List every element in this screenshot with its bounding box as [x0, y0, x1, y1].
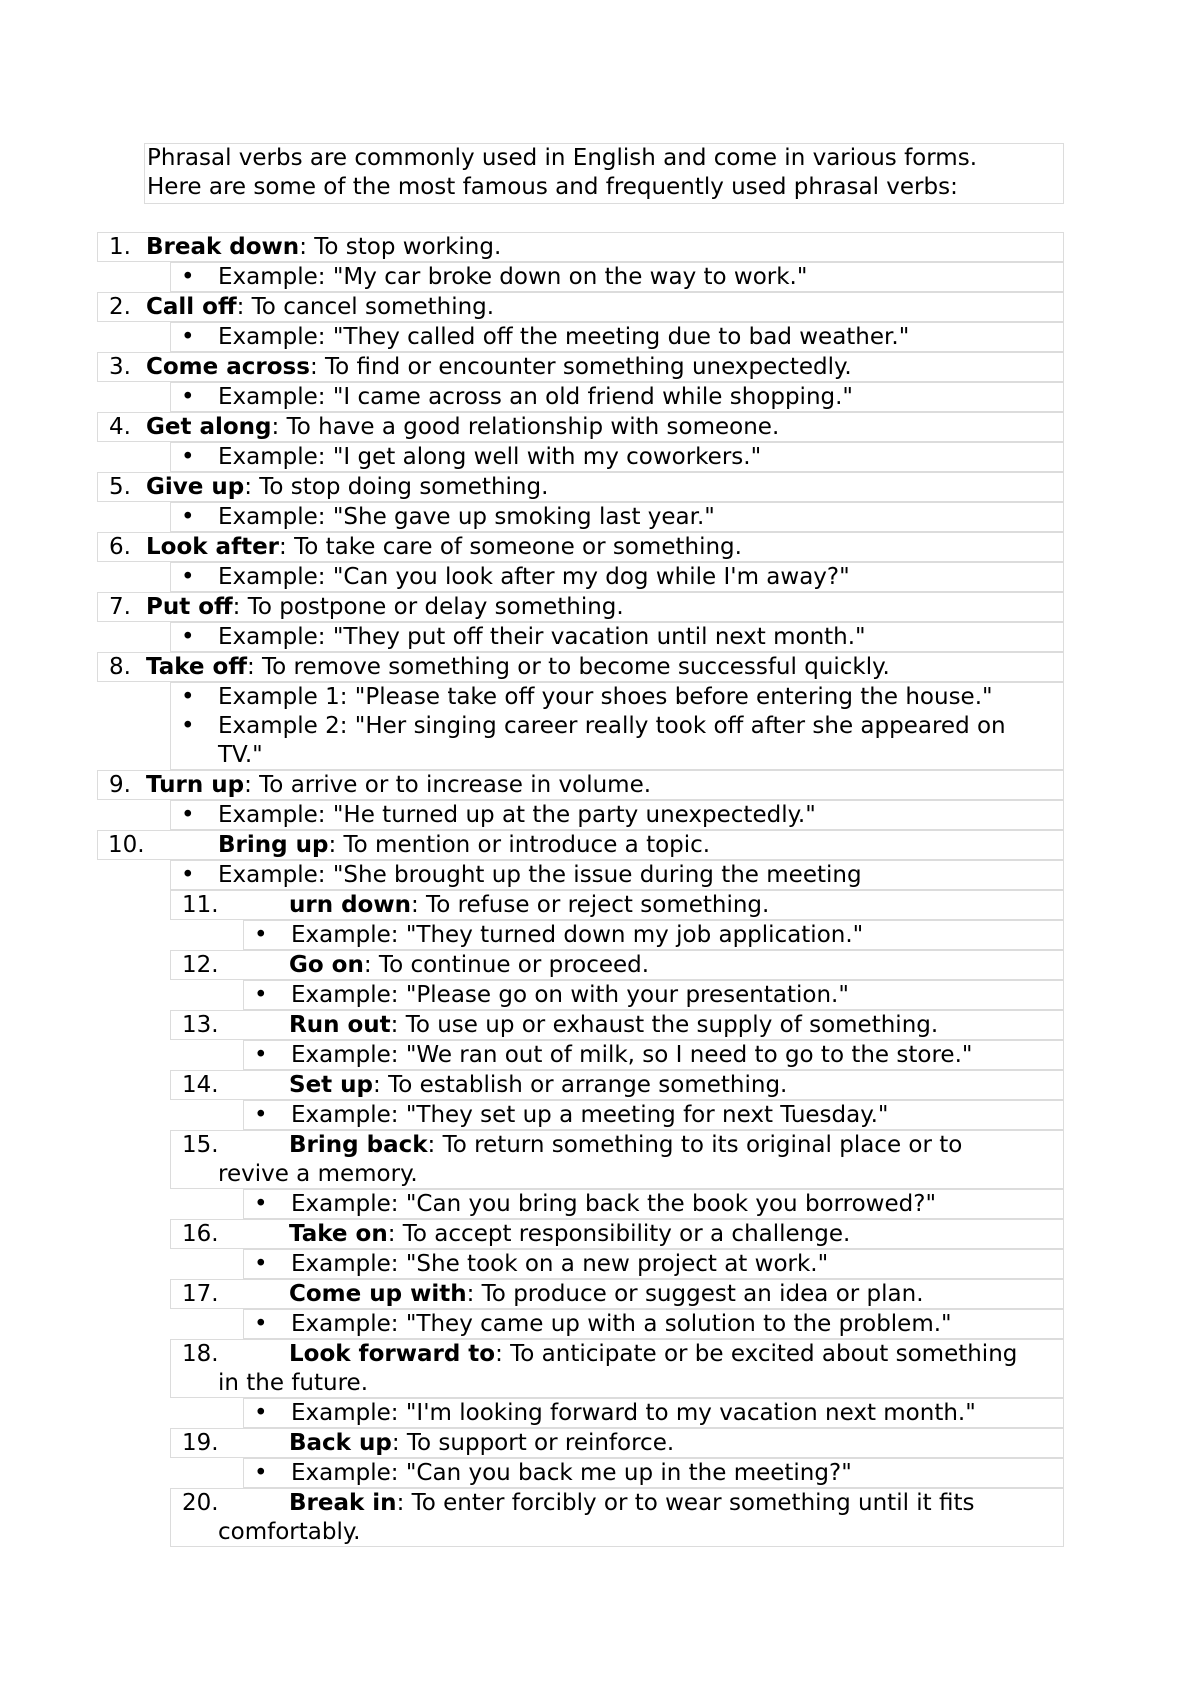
bullet-icon: • — [254, 1251, 268, 1277]
list-item — [97, 652, 1064, 682]
list-item — [170, 1010, 1064, 1040]
list-item — [97, 770, 1064, 800]
definition: : To use up or exhaust the supply of something. — [390, 1012, 939, 1038]
example-text: Example: "They set up a meeting for next Tuesday." — [291, 1102, 889, 1128]
phrasal-verb: Turn up — [146, 772, 245, 798]
item-number: 14. — [182, 1072, 219, 1098]
definition: : To postpone or delay something. — [232, 594, 624, 620]
example-text: Example: "I came across an old friend while shopping." — [218, 384, 854, 410]
item-number: 4. — [109, 414, 131, 440]
definition: : To refuse or reject something. — [411, 892, 770, 918]
phrasal-verb: Bring back — [289, 1132, 428, 1158]
example-item — [181, 712, 1063, 741]
phrasal-verb: Look forward to — [289, 1341, 496, 1367]
item-number: 19. — [182, 1430, 219, 1456]
example-item — [170, 262, 1064, 292]
example-text: Example: "We ran out of milk, so I need to go to the store." — [291, 1042, 973, 1068]
item-number: 10. — [108, 832, 145, 858]
phrasal-verb: Go on — [289, 952, 364, 978]
item-number: 3. — [109, 354, 131, 380]
definition: : To remove something or to become successful quickly. — [246, 654, 890, 680]
phrasal-verb: Come up with — [289, 1281, 467, 1307]
list-item — [97, 292, 1064, 322]
item-number: 12. — [182, 952, 219, 978]
definition: : To stop doing something. — [244, 474, 549, 500]
list-item — [170, 1428, 1064, 1458]
example-item — [243, 1040, 1064, 1070]
bullet-icon: • — [181, 684, 195, 710]
example-text: Example: "She gave up smoking last year." — [218, 504, 715, 530]
definition-continued: revive a memory. — [218, 1161, 418, 1187]
example-item — [170, 562, 1064, 592]
phrasal-verb: Bring up — [218, 832, 329, 858]
definition: : To establish or arrange something. — [373, 1072, 788, 1098]
item-number: 9. — [109, 772, 131, 798]
example-item — [243, 1398, 1064, 1428]
bullet-icon: • — [181, 713, 195, 739]
bullet-icon: • — [254, 1311, 268, 1337]
definition: : To produce or suggest an idea or plan. — [466, 1281, 924, 1307]
example-item — [243, 1189, 1064, 1219]
phrasal-verb: Put off — [146, 594, 233, 620]
example-text: Example: "They turned down my job application." — [291, 922, 864, 948]
example-item — [170, 502, 1064, 532]
bullet-icon: • — [254, 1460, 268, 1486]
example-text: Example: "My car broke down on the way to work." — [218, 264, 808, 290]
definition: : To anticipate or be excited about something — [495, 1341, 1018, 1367]
example-text-continued: TV." — [218, 742, 263, 768]
bullet-icon: • — [181, 624, 195, 650]
example-text: Example: "Please go on with your presentation." — [291, 982, 849, 1008]
item-number: 20. — [182, 1490, 219, 1516]
list-item — [97, 472, 1064, 502]
item-number: 13. — [182, 1012, 219, 1038]
example-item — [170, 622, 1064, 652]
example-text: Example 1: "Please take off your shoes before entering the house." — [218, 684, 993, 710]
bullet-icon: • — [181, 504, 195, 530]
list-item — [170, 1070, 1064, 1100]
example-text: Example: "Can you bring back the book you borrowed?" — [291, 1191, 937, 1217]
phrasal-verb: Set up — [289, 1072, 374, 1098]
example-text: Example: "They called off the meeting due to bad weather." — [218, 324, 910, 350]
intro-line-2: Here are some of the most famous and frequently used phrasal verbs: — [147, 174, 958, 200]
list-item — [97, 532, 1064, 562]
phrasal-verb: Back up — [289, 1430, 392, 1456]
example-text: Example: "They put off their vacation until next month." — [218, 624, 866, 650]
example-text: Example: "Can you look after my dog while I'm away?" — [218, 564, 850, 590]
example-text: Example: "I get along well with my coworkers." — [218, 444, 762, 470]
phrasal-verb: Come across — [146, 354, 310, 380]
bullet-icon: • — [254, 922, 268, 948]
example-item — [170, 800, 1064, 830]
list-item — [170, 890, 1064, 920]
bullet-icon: • — [181, 324, 195, 350]
list-item — [97, 232, 1064, 262]
definition: : To enter forcibly or to wear something until it fits — [396, 1490, 975, 1516]
intro-paragraph — [144, 143, 1064, 204]
example-item — [170, 442, 1064, 472]
bullet-icon: • — [181, 264, 195, 290]
list-item — [170, 950, 1064, 980]
example-item — [170, 860, 1064, 890]
example-item — [243, 1458, 1064, 1488]
definition: : To take care of someone or something. — [279, 534, 742, 560]
item-number: 16. — [182, 1221, 219, 1247]
definition: : To continue or proceed. — [363, 952, 650, 978]
example-text: Example: "She brought up the issue during the meeting — [218, 862, 862, 888]
bullet-icon: • — [181, 862, 195, 888]
example-item — [243, 980, 1064, 1010]
list-item — [170, 1279, 1064, 1309]
example-item — [170, 382, 1064, 412]
definition: : To have a good relationship with someone. — [271, 414, 780, 440]
item-number: 15. — [182, 1132, 219, 1158]
example-text: Example: "She took on a new project at work." — [291, 1251, 829, 1277]
phrasal-verb: Take on — [289, 1221, 388, 1247]
phrasal-verb: Call off — [146, 294, 237, 320]
definition: : To arrive or to increase in volume. — [244, 772, 652, 798]
list-item — [97, 830, 1064, 860]
example-text: Example: "I'm looking forward to my vacation next month." — [291, 1400, 976, 1426]
item-number: 6. — [109, 534, 131, 560]
list-item — [97, 592, 1064, 622]
bullet-icon: • — [254, 982, 268, 1008]
example-item — [243, 1100, 1064, 1130]
definition: : To find or encounter something unexpectedly. — [309, 354, 852, 380]
bullet-icon: • — [254, 1042, 268, 1068]
phrasal-verb: Break down — [146, 234, 300, 260]
example-item — [170, 322, 1064, 352]
definition: : To support or reinforce. — [391, 1430, 675, 1456]
bullet-icon: • — [181, 384, 195, 410]
definition-continued: in the future. — [218, 1370, 369, 1396]
item-number: 1. — [109, 234, 131, 260]
example-item — [181, 683, 1063, 712]
example-text: Example: "They came up with a solution to the problem." — [291, 1311, 952, 1337]
example-item — [243, 920, 1064, 950]
example-text: Example: "He turned up at the party unexpectedly." — [218, 802, 816, 828]
phrasal-verb: urn down — [289, 892, 411, 918]
phrasal-verb: Take off — [146, 654, 247, 680]
bullet-icon: • — [181, 802, 195, 828]
example-item — [243, 1249, 1064, 1279]
list-item — [170, 1130, 1064, 1189]
list-item — [97, 352, 1064, 382]
bullet-icon: • — [181, 564, 195, 590]
definition: : To cancel something. — [236, 294, 495, 320]
example-item — [243, 1309, 1064, 1339]
definition-continued: comfortably. — [218, 1519, 361, 1545]
phrasal-verb: Look after — [146, 534, 280, 560]
item-number: 7. — [109, 594, 131, 620]
bullet-icon: • — [254, 1400, 268, 1426]
intro-line-1: Phrasal verbs are commonly used in English and come in various forms. — [147, 145, 977, 171]
phrasal-verb: Get along — [146, 414, 272, 440]
example-group — [170, 682, 1064, 770]
definition: : To stop working. — [299, 234, 502, 260]
list-item — [170, 1219, 1064, 1249]
example-text: Example: "Can you back me up in the meeting?" — [291, 1460, 852, 1486]
definition: : To mention or introduce a topic. — [328, 832, 711, 858]
phrasal-verb: Give up — [146, 474, 245, 500]
definition: : To return something to its original place or to — [427, 1132, 963, 1158]
list-item — [170, 1488, 1064, 1547]
item-number: 2. — [109, 294, 131, 320]
definition: : To accept responsibility or a challenge. — [387, 1221, 851, 1247]
bullet-icon: • — [254, 1191, 268, 1217]
item-number: 11. — [182, 892, 219, 918]
item-number: 17. — [182, 1281, 219, 1307]
list-item — [170, 1339, 1064, 1398]
phrasal-verb: Break in — [289, 1490, 397, 1516]
example-text: Example 2: "Her singing career really took off after she appeared on — [218, 713, 1006, 739]
item-number: 8. — [109, 654, 131, 680]
phrasal-verb: Run out — [289, 1012, 391, 1038]
list-item — [97, 412, 1064, 442]
bullet-icon: • — [254, 1102, 268, 1128]
item-number: 5. — [109, 474, 131, 500]
bullet-icon: • — [181, 444, 195, 470]
item-number: 18. — [182, 1341, 219, 1367]
